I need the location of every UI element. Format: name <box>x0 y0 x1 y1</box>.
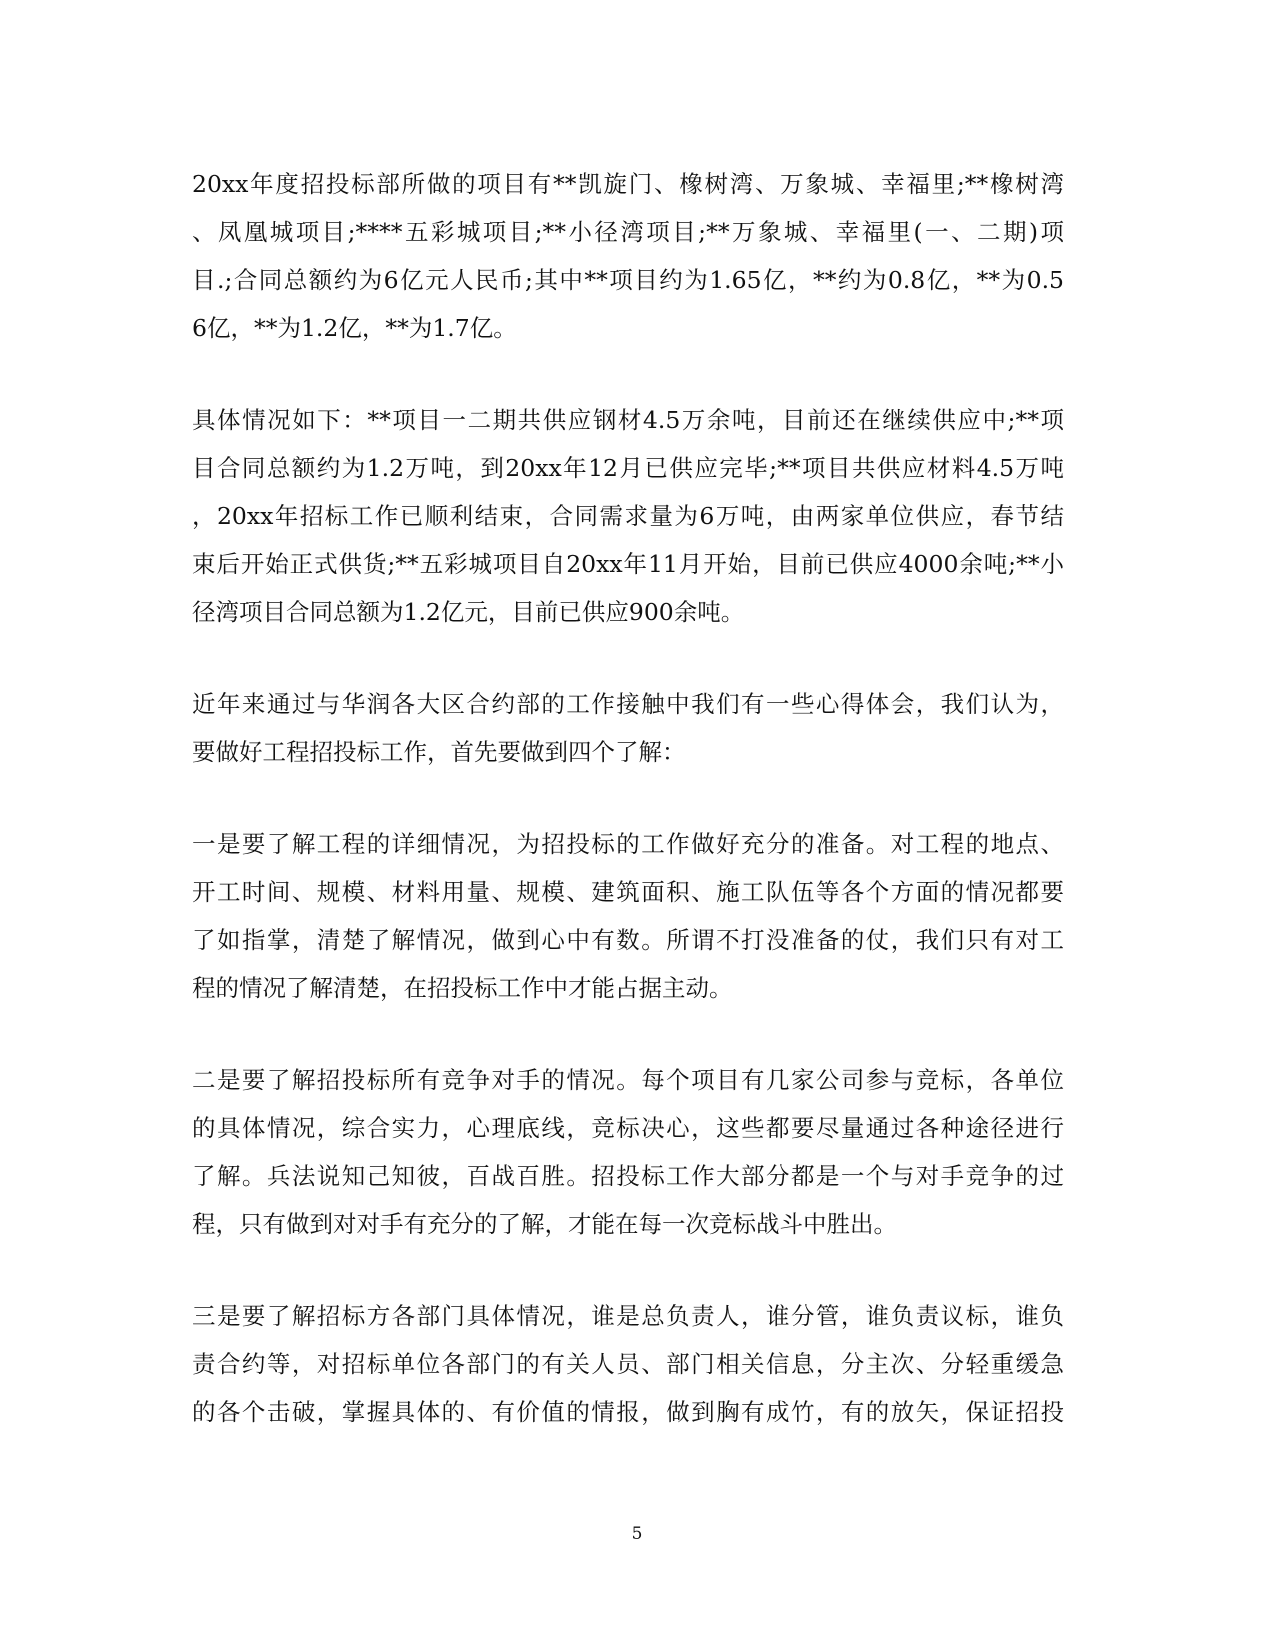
paragraph-experience-intro <box>192 680 1064 776</box>
document-body <box>192 160 1064 1480</box>
paragraph-point-one <box>192 820 1064 1012</box>
text-line: 要做好工程招投标工作，首先要做到四个了解： <box>192 738 686 766</box>
text-line: 程，只有做到对对手有充分的了解，才能在每一次竞标战斗中胜出。 <box>192 1210 897 1238</box>
text-line: 了解。兵法说知己知彼，百战百胜。招投标工作大部分都是一个与对手竞争的过 <box>192 1162 1064 1190</box>
text-line: 、凤凰城项目;****五彩城项目;**小径湾项目;**万象城、幸福里(一、二期)项 <box>192 218 1064 246</box>
text-line: 具体情况如下：**项目一二期共供应钢材4.5万余吨，目前还在继续供应中;**项 <box>192 406 1064 434</box>
text-line: 开工时间、规模、材料用量、规模、建筑面积、施工队伍等各个方面的情况都要 <box>192 878 1064 906</box>
text-line: 目合同总额约为1.2万吨，到20xx年12月已供应完毕;**项目共供应材料4.5万吨 <box>192 454 1064 482</box>
text-line: 二是要了解招投标所有竞争对手的情况。每个项目有几家公司参与竞标，各单位 <box>192 1066 1064 1094</box>
paragraph-project-summary <box>192 160 1064 352</box>
text-line: 了如指掌，清楚了解情况，做到心中有数。所谓不打没准备的仗，我们只有对工 <box>192 926 1064 954</box>
text-line: 目.;合同总额约为6亿元人民币;其中**项目约为1.65亿，**约为0.8亿，**为0.5 <box>192 266 1064 294</box>
text-line: 三是要了解招标方各部门具体情况，谁是总负责人，谁分管，谁负责议标，谁负 <box>192 1302 1064 1330</box>
text-line: 6亿，**为1.2亿，**为1.7亿。 <box>192 314 517 342</box>
text-line: 近年来通过与华润各大区合约部的工作接触中我们有一些心得体会，我们认为， <box>192 690 1064 718</box>
text-line: 的具体情况，综合实力，心理底线，竞标决心，这些都要尽量通过各种途径进行 <box>192 1114 1064 1142</box>
text-line: 一是要了解工程的详细情况，为招投标的工作做好充分的准备。对工程的地点、 <box>192 830 1064 858</box>
paragraph-point-three <box>192 1292 1064 1436</box>
text-line: 责合约等，对招标单位各部门的有关人员、部门相关信息，分主次、分轻重缓急 <box>192 1350 1064 1378</box>
text-line: 的各个击破，掌握具体的、有价值的情报，做到胸有成竹，有的放矢，保证招投 <box>192 1398 1064 1426</box>
paragraph-supply-details <box>192 396 1064 636</box>
text-line: 束后开始正式供货;**五彩城项目自20xx年11月开始，目前已供应4000余吨;**小 <box>192 550 1064 578</box>
page-number: 5 <box>631 1524 643 1544</box>
text-line: 程的情况了解清楚，在招投标工作中才能占据主动。 <box>192 974 733 1002</box>
text-line: ，20xx年招标工作已顺利结束，合同需求量为6万吨，由两家单位供应，春节结 <box>192 502 1064 530</box>
paragraph-point-two <box>192 1056 1064 1248</box>
text-line: 20xx年度招投标部所做的项目有**凯旋门、橡树湾、万象城、幸福里;**橡树湾 <box>192 170 1064 198</box>
text-line: 径湾项目合同总额为1.2亿元，目前已供应900余吨。 <box>192 598 745 626</box>
